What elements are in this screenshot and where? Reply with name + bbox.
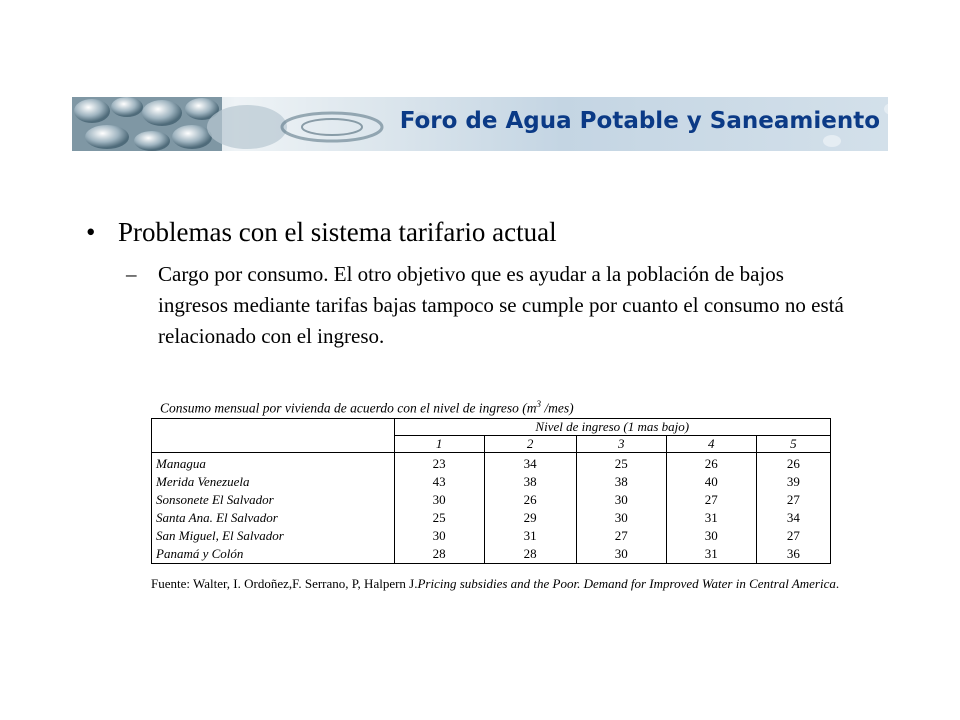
table-title-sup: 3 — [536, 399, 542, 409]
value-cell: 28 — [394, 545, 484, 564]
value-cell: 23 — [394, 453, 484, 474]
consumption-table — [151, 418, 831, 564]
city-cell: Managua — [152, 453, 395, 474]
source-suffix: . — [835, 576, 840, 591]
table-title-suffix: /mes) — [541, 400, 574, 416]
banner-title: Foro de Agua Potable y Saneamiento — [399, 108, 880, 134]
source-title: Pricing subsidies and the Poor. Demand for Improved Water in Central America — [417, 576, 836, 591]
value-cell: 31 — [666, 545, 756, 564]
value-cell: 30 — [394, 527, 484, 545]
table-row — [152, 491, 831, 509]
sub-bullet — [126, 259, 846, 352]
value-cell: 28 — [484, 545, 576, 564]
table-source — [151, 575, 851, 592]
value-cell: 31 — [484, 527, 576, 545]
table-row — [152, 453, 831, 474]
table-title-prefix: Consumo mensual por vivienda de acuerdo con el nivel de ingreso (m — [160, 400, 537, 416]
sub-bullet-marker: – — [126, 262, 137, 286]
city-cell: San Miguel, El Salvador — [152, 527, 395, 545]
level-header: 3 — [576, 436, 666, 453]
level-header: 4 — [666, 436, 756, 453]
bullet-text: Problemas con el sistema tarifario actual — [118, 217, 557, 247]
source-prefix: Fuente: Walter, I. Ordoñez,F. Serrano, P, Halpern J. — [151, 576, 418, 591]
value-cell: 26 — [484, 491, 576, 509]
table-row — [152, 545, 831, 564]
value-cell: 34 — [484, 453, 576, 474]
value-cell: 38 — [576, 473, 666, 491]
value-cell: 27 — [666, 491, 756, 509]
header-blank-cell — [152, 419, 395, 453]
value-cell: 39 — [756, 473, 830, 491]
table-title — [160, 399, 574, 417]
value-cell: 26 — [666, 453, 756, 474]
level-header: 1 — [394, 436, 484, 453]
value-cell: 43 — [394, 473, 484, 491]
value-cell: 30 — [576, 491, 666, 509]
table-row — [152, 473, 831, 491]
value-cell: 30 — [666, 527, 756, 545]
value-cell: 25 — [394, 509, 484, 527]
value-cell: 25 — [576, 453, 666, 474]
table-row — [152, 527, 831, 545]
city-cell: Sonsonete El Salvador — [152, 491, 395, 509]
value-cell: 38 — [484, 473, 576, 491]
value-cell: 26 — [756, 453, 830, 474]
level-header: 2 — [484, 436, 576, 453]
value-cell: 31 — [666, 509, 756, 527]
income-level-header: Nivel de ingreso (1 mas bajo) — [394, 419, 830, 436]
value-cell: 27 — [576, 527, 666, 545]
table-row — [152, 509, 831, 527]
sub-bullet-text: Cargo por consumo. El otro objetivo que es ayudar a la población de bajos ingresos mediante tarifas bajas tampoco se cumple por cuanto el consumo no está relacionado con el ingreso. — [158, 262, 844, 348]
value-cell: 36 — [756, 545, 830, 564]
value-cell: 27 — [756, 527, 830, 545]
header-banner — [72, 97, 888, 151]
bullet-marker: • — [86, 217, 96, 247]
value-cell: 34 — [756, 509, 830, 527]
value-cell: 30 — [394, 491, 484, 509]
value-cell: 30 — [576, 509, 666, 527]
value-cell: 27 — [756, 491, 830, 509]
level-header: 5 — [756, 436, 830, 453]
value-cell: 30 — [576, 545, 666, 564]
city-cell: Santa Ana. El Salvador — [152, 509, 395, 527]
city-cell: Panamá y Colón — [152, 545, 395, 564]
value-cell: 29 — [484, 509, 576, 527]
main-bullet — [86, 217, 557, 248]
city-cell: Merida Venezuela — [152, 473, 395, 491]
value-cell: 40 — [666, 473, 756, 491]
